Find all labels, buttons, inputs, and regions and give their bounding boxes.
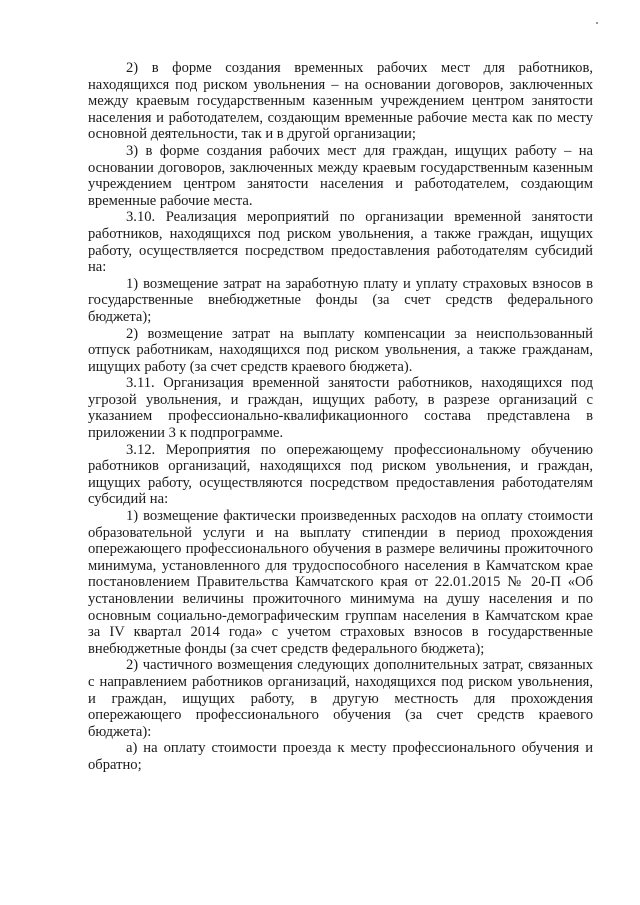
- scan-mark: [596, 22, 598, 24]
- section-3-12-item-2: 2) частичного возмещения следующих дополнительных затрат, связанных с направлением работников организаций, находящихся под риском увольнения, и граждан, ищущих работу, в другую местность для прохождения опережающего профессионального обучения (за счет средств краевого бюджета):: [88, 657, 593, 740]
- section-3-12-item-1: 1) возмещение фактически произведенных расходов на оплату стоимости образовательной услуги и на выплату стипендии в период прохождения опережающего профессионального обучения в размере величины прожиточного минимума, установленного для трудоспособного населения в Камчатском крае постановлением Правительства Камчатского края от 22.01.2015 № 20-П «Об установлении величины прожиточного минимума на душу населения и по основным социально-демографическим группам населения в Камчатском крае за IV квартал 2014 года» с учетом страховых взносов в государственные внебюджетные фонды (за счет средств федерального бюджета);: [88, 508, 593, 657]
- section-3-10-item-1: 1) возмещение затрат на заработную плату и уплату страховых взносов в государственные внебюджетные фонды (за счет средств федерального бюджета);: [88, 275, 593, 325]
- section-3-12: 3.12. Мероприятия по опережающему профессиональному обучению работников организаций, находящихся под риском увольнения, и граждан, ищущих работу, осуществляются посредством предоставления работодателям субсидий на:: [88, 441, 593, 508]
- section-3-10-item-2: 2) возмещение затрат на выплату компенсации за неиспользованный отпуск работникам, находящихся под риском увольнения, а также гражданам, ищущих работу (за счет средств краевого бюджета).: [88, 325, 593, 375]
- paragraph-3-jobs-for-seekers: 3) в форме создания рабочих мест для граждан, ищущих работу – на основании договоров, заключенных между краевым государственным казенным учреждением центром занятости населения и работодателем, создающим временные рабочие места.: [88, 142, 593, 209]
- section-3-12-item-2a: а) на оплату стоимости проезда к месту профессионального обучения и обратно;: [88, 740, 593, 773]
- section-3-10: 3.10. Реализация мероприятий по организации временной занятости работников, находящихся под риском увольнения, а также граждан, ищущих работу, осуществляется посредством предоставления работодателям субсидий на:: [88, 209, 593, 276]
- section-3-11: 3.11. Организация временной занятости работников, находящихся под угрозой увольнения, и граждан, ищущих работу, в разрезе организаций с указанием профессионально-квалификационного состава представлена в приложении 3 к подпрограмме.: [88, 375, 593, 442]
- paragraph-2-temp-jobs: 2) в форме создания временных рабочих мест для работников, находящихся под риском увольнения – на основании договоров, заключенных между краевым государственным казенным учреждением центром занятости населения и работодателем, создающим временные рабочие места как по месту основной деятельности, так и в другой организации;: [88, 60, 593, 143]
- document-body: [88, 60, 593, 774]
